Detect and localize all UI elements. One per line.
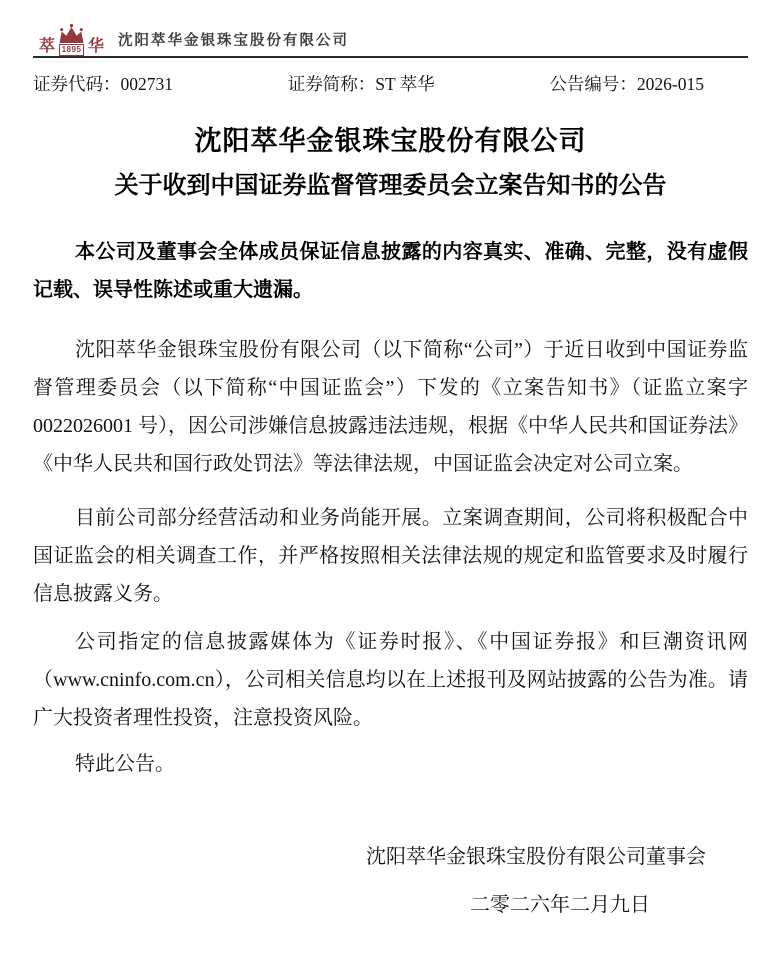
crown-icon (58, 24, 85, 44)
closing-statement: 特此公告。 (75, 753, 175, 775)
signature-issuer: 沈阳萃华金银珠宝股份有限公司董事会 (366, 846, 706, 868)
announcement-number: 公告编号：2026-015 (549, 74, 704, 94)
stock-abbreviation: 证券简称：ST 萃华 (287, 74, 435, 94)
stock-code: 证券代码：002731 (33, 74, 173, 94)
brand-header (33, 0, 748, 58)
signature-block (33, 841, 748, 921)
document-title-subject: 关于收到中国证券监督管理委员会立案告知书的公告 (114, 173, 667, 199)
document-title-company: 沈阳萃华金银珠宝股份有限公司 (194, 126, 587, 156)
truthfulness-declaration: 本公司及董事会全体成员保证信息披露的内容真实、准确、完整，没有虚假记载、误导性陈述或重大遗漏。 (33, 241, 748, 301)
logo-right-char: 华 (88, 38, 105, 55)
body-paragraph-1: 沈阳萃华金银珠宝股份有限公司（以下简称“公司”）于近日收到中国证券监督管理委员会（以下简称“中国证监会”）下发的《立案告知书》（证监立案字 0022026001 号），因公司涉嫌信息披露违法违规，根据《中华人民共和国证券法》《中华人民共和国行政处罚法》等法律法规，中国证监会决定对公司立案。 (33, 339, 748, 475)
logo-year-badge: 1895 (59, 44, 85, 56)
stock-info-bar (33, 71, 748, 96)
company-logo (39, 24, 104, 56)
logo-crown-year (58, 24, 85, 56)
logo-left-char: 萃 (39, 38, 56, 55)
body-paragraph-2: 目前公司部分经营活动和业务尚能开展。立案调查期间，公司将积极配合中国证监会的相关调查工作，并严格按照相关法律法规的规定和监管要求及时履行信息披露义务。 (33, 507, 748, 605)
signature-date: 二零二六年二月九日 (470, 894, 650, 916)
body-paragraph-3: 公司指定的信息披露媒体为《证券时报》、《中国证券报》和巨潮资讯网（www.cninfo.com.cn），公司相关信息均以在上述报刊及网站披露的公告为准。请广大投资者理性投资，注意投资风险。 (33, 631, 748, 729)
brand-company-name: 沈阳萃华金银珠宝股份有限公司 (118, 33, 350, 49)
